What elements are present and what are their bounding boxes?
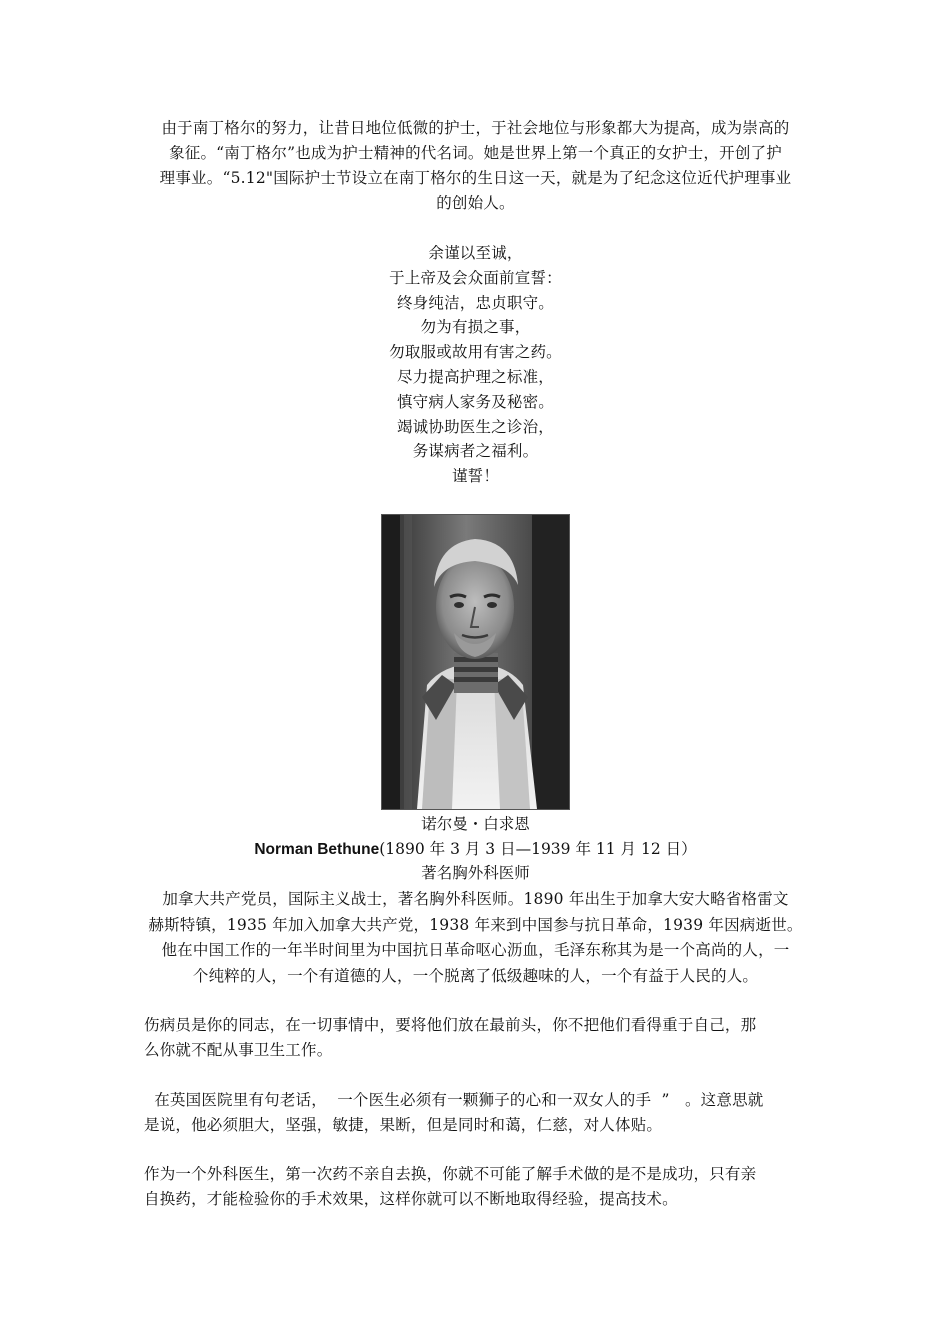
- quote-paragraph: [144, 1162, 807, 1212]
- oath-line: 竭诚协助医生之诊治，: [396, 417, 554, 436]
- bio-line: 加拿大共产党员，国际主义战士，著名胸外科医师。1890 年出生于加拿大安大略省格雷文: [162, 890, 789, 908]
- oath-line: 谨誓！: [451, 467, 500, 486]
- quote-paragraph: [144, 1088, 807, 1138]
- quote-line: 是说，他必须胆大，坚强，敏捷，果断，但是同时和蔼，仁慈，对人体贴。: [144, 1116, 663, 1134]
- oath-line: 务谋病者之福利。: [412, 442, 539, 461]
- quote-line: 在英国医院里有句老话， 一个医生必须有一颗狮子的心和一双女人的手 ” 。这意思就: [144, 1091, 764, 1109]
- caption-title: 著名胸外科医师: [421, 864, 530, 882]
- intro-line: 的创始人。: [436, 194, 515, 212]
- quote-line: 么你就不配从事卫生工作。: [144, 1041, 333, 1059]
- bio-paragraph: [144, 887, 807, 989]
- caption-dates: (1890 年 3 月 3 日—1939 年 11 月 12 日）: [379, 840, 697, 858]
- quote-line: 作为一个外科医生，第一次药不亲自去换，你就不可能了解手术做的是不是成功，只有亲: [144, 1165, 757, 1183]
- intro-line: 由于南丁格尔的努力，让昔日地位低微的护士，于社会地位与形象都大为提高，成为崇高的: [161, 119, 790, 137]
- caption-english-name: Norman Bethune: [254, 841, 380, 858]
- caption-name: 诺尔曼・白求恩: [421, 815, 530, 833]
- oath-line: 终身纯洁，忠贞职守。: [396, 293, 554, 312]
- oath-line: 勿取服或故用有害之药。: [389, 343, 562, 362]
- intro-line: 象征。“南丁格尔”也成为护士精神的代名词。她是世界上第一个真正的女护士，开创了护: [169, 144, 782, 162]
- intro-line: 理事业。“5.12"国际护士节设立在南丁格尔的生日这一天，就是为了纪念这位近代护理事业: [159, 169, 792, 187]
- oath-line: 于上帝及会众面前宣誓：: [389, 268, 562, 287]
- bio-line: 他在中国工作的一年半时间里为中国抗日革命呕心沥血，毛泽东称其为是一个高尚的人，一: [161, 941, 790, 959]
- portrait-illustration: [382, 515, 569, 809]
- oath-line: 慎守病人家务及秘密。: [396, 392, 554, 411]
- caption-dates-line: [144, 837, 807, 862]
- oath-line: 勿为有损之事，: [420, 318, 531, 337]
- quote-line: 伤病员是你的同志，在一切事情中，要将他们放在最前头，你不把他们看得重于自己，那: [144, 1016, 757, 1034]
- nightingale-oath: [144, 241, 807, 489]
- bio-line: 个纯粹的人，一个有道德的人，一个脱离了低级趣味的人，一个有益于人民的人。: [192, 966, 759, 985]
- portrait-photo: [381, 514, 570, 810]
- intro-paragraph: [144, 116, 807, 216]
- quote-paragraph: [144, 1013, 807, 1063]
- bio-line: 赫斯特镇，1935 年加入加拿大共产党，1938 年来到中国参与抗日革命，1939 年因病逝世。: [148, 915, 803, 934]
- oath-line: 尽力提高护理之标准，: [396, 367, 554, 386]
- quote-line: 自换药，才能检验你的手术效果，这样你就可以不断地取得经验，提高技术。: [144, 1190, 678, 1208]
- oath-line: 余谨以至诚，: [428, 244, 523, 262]
